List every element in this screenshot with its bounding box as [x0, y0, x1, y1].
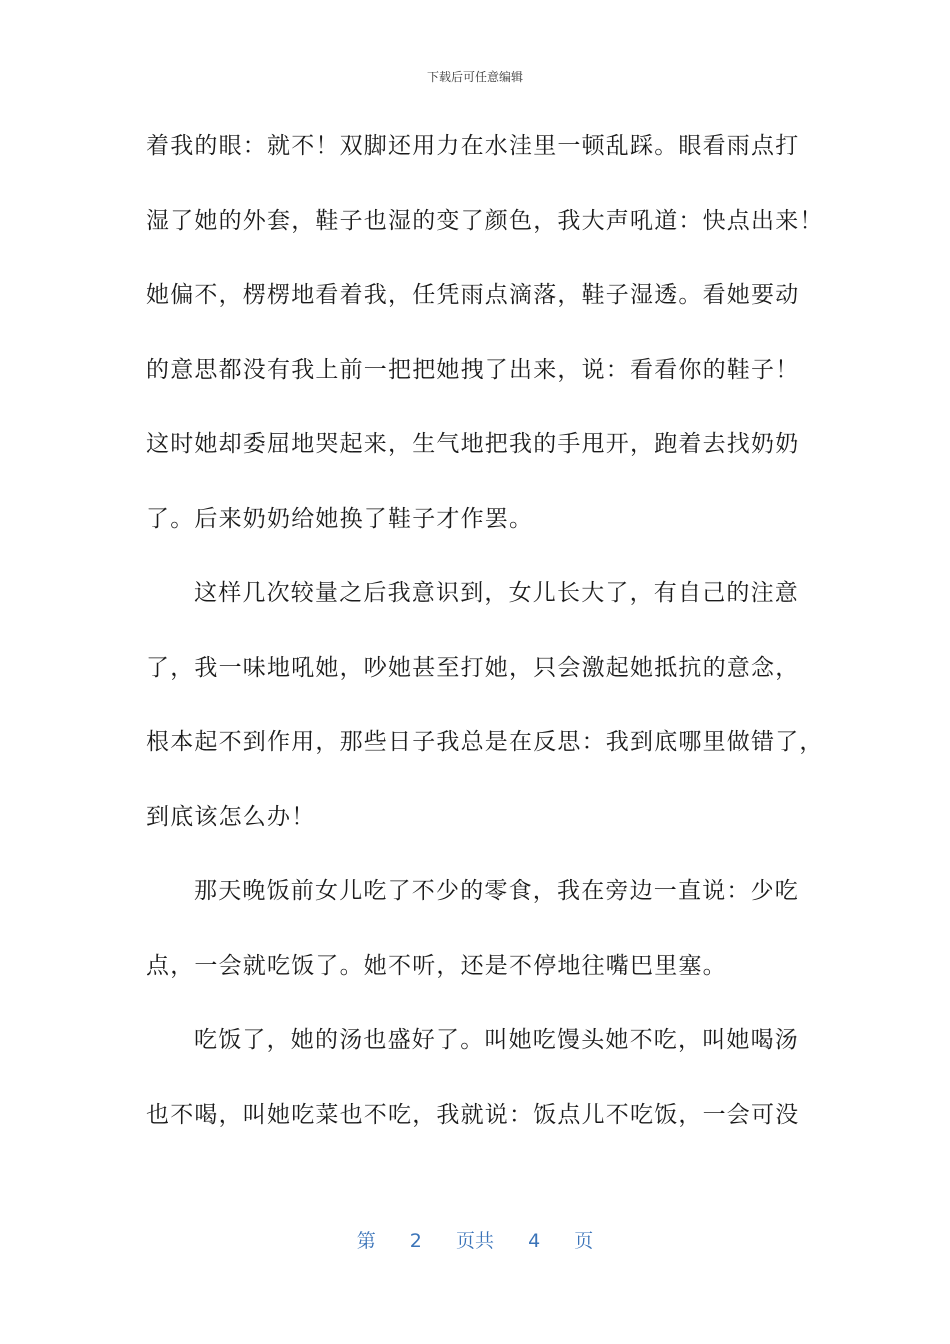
paragraph-4 — [146, 1022, 806, 1171]
footer-suffix: 页 — [574, 1230, 594, 1252]
text-line: 根本起不到作用，那些日子我总是在反思：我到底哪里做错了， — [146, 729, 824, 755]
text-line: 的意思都没有我上前一把把她拽了出来，说：看看你的鞋子！ — [146, 356, 800, 383]
footer-middle: 页共 — [455, 1230, 494, 1252]
text-line: 那天晚饭前女儿吃了不少的零食，我在旁边一直说：少吃 — [194, 878, 799, 904]
paragraph-2 — [146, 575, 824, 873]
text-line: 点，一会就吃饭了。她不听，还是不停地往嘴巴里塞。 — [146, 952, 727, 979]
text-line: 这时她却委屈地哭起来，生气地把我的手甩开，跑着去找奶奶 — [146, 431, 800, 457]
page-footer — [0, 1226, 950, 1253]
text-line: 湿了她的外套，鞋子也湿的变了颜色，我大声吼道：快点出来！ — [146, 207, 824, 234]
text-line: 吃饭了，她的汤也盛好了。叫她吃馒头她不吃，叫她喝汤 — [194, 1027, 799, 1053]
text-line: 了，我一味地吼她，吵她甚至打她，只会激起她抵抗的意念， — [146, 654, 800, 681]
text-line: 她偏不，楞楞地看着我，任凭雨点滴落，鞋子湿透。看她要动 — [146, 282, 800, 308]
text-line: 着我的眼：就不！双脚还用力在水洼里一顿乱踩。眼看雨点打 — [146, 133, 800, 159]
document-body — [146, 128, 824, 1171]
page-header: 下载后可任意编辑 — [426, 70, 523, 84]
text-line: 这样几次较量之后我意识到，女儿长大了，有自己的注意 — [194, 580, 799, 606]
text-line: 也不喝，叫她吃菜也不吃，我就说：饭点儿不吃饭，一会可没 — [146, 1101, 800, 1128]
text-line: 了。后来奶奶给她换了鞋子才作罢。 — [146, 505, 534, 532]
footer-prefix: 第 — [356, 1230, 376, 1252]
footer-total-pages: 4 — [528, 1230, 541, 1252]
paragraph-1 — [146, 128, 824, 575]
text-line: 到底该怎么办！ — [146, 803, 316, 830]
footer-page-number: 2 — [409, 1230, 422, 1252]
paragraph-3 — [146, 873, 806, 1022]
